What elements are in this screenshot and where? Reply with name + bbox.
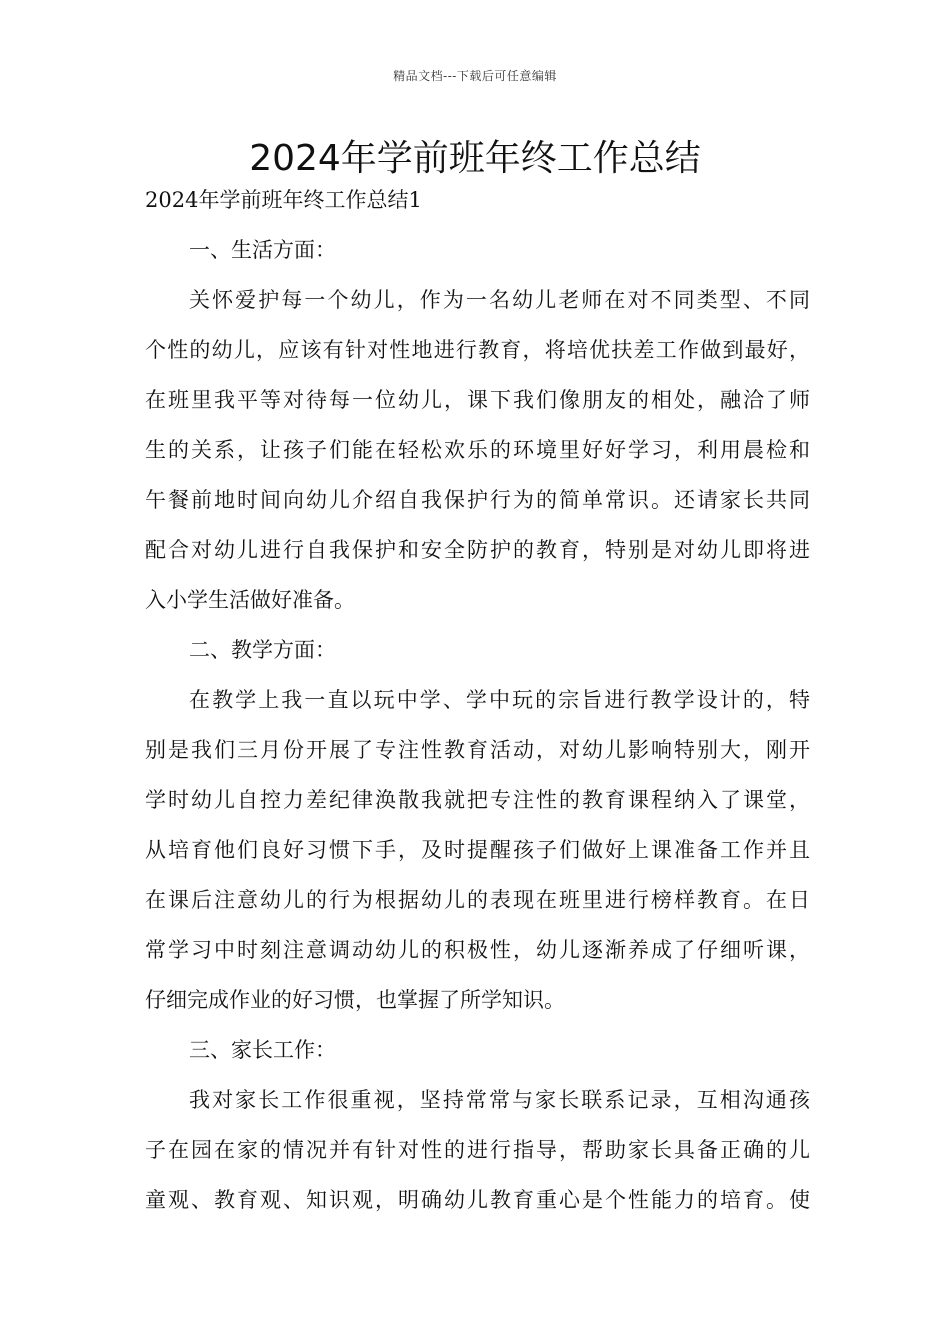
body-text-line: 仔细完成作业的好习惯，也掌握了所学知识。 xyxy=(145,988,565,1012)
body-text-line: 常学习中时刻注意调动幼儿的积极性，幼儿逐渐养成了仔细听课， xyxy=(145,938,810,962)
document-body xyxy=(145,182,810,1232)
body-text-line: 子在园在家的情况并有针对性的进行指导，帮助家长具备正确的儿 xyxy=(145,1138,810,1162)
document-title: 2024年学前班年终工作总结 xyxy=(249,138,701,179)
body-text-line: 配合对幼儿进行自我保护和安全防护的教育，特别是对幼儿即将进 xyxy=(145,538,810,562)
body-text-line: 三、家长工作： xyxy=(189,1038,336,1062)
body-text-line: 入小学生活做好准备。 xyxy=(145,588,355,612)
body-text-line: 学时幼儿自控力差纪律涣散我就把专注性的教育课程纳入了课堂， xyxy=(145,788,810,812)
page-header-watermark: 精品文档---下载后可任意编辑 xyxy=(393,69,557,83)
body-text-line: 童观、教育观、知识观，明确幼儿教育重心是个性能力的培育。使 xyxy=(145,1188,810,1212)
body-text-line: 在教学上我一直以玩中学、学中玩的宗旨进行教学设计的，特 xyxy=(189,688,810,712)
body-text-line: 我对家长工作很重视，坚持常常与家长联系记录，互相沟通孩 xyxy=(189,1088,810,1112)
subtitle-line: 2024年学前班年终工作总结1 xyxy=(145,188,422,212)
body-text-line: 别是我们三月份开展了专注性教育活动，对幼儿影响特别大，刚开 xyxy=(145,738,810,762)
body-text-line: 关怀爱护每一个幼儿，作为一名幼儿老师在对不同类型、不同 xyxy=(189,288,810,312)
body-text-line: 二、教学方面： xyxy=(189,638,336,662)
body-text-line: 生的关系，让孩子们能在轻松欢乐的环境里好好学习，利用晨检和 xyxy=(145,438,810,462)
body-text-line: 从培育他们良好习惯下手，及时提醒孩子们做好上课准备工作并且 xyxy=(145,838,810,862)
body-text-line: 个性的幼儿，应该有针对性地进行教育，将培优扶差工作做到最好， xyxy=(145,338,810,362)
body-text-line: 在课后注意幼儿的行为根据幼儿的表现在班里进行榜样教育。在日 xyxy=(145,888,810,912)
body-text-line: 在班里我平等对待每一位幼儿，课下我们像朋友的相处，融洽了师 xyxy=(145,388,810,412)
body-text-line: 午餐前地时间向幼儿介绍自我保护行为的简单常识。还请家长共同 xyxy=(145,488,810,512)
body-text-line: 一、生活方面： xyxy=(189,238,336,262)
